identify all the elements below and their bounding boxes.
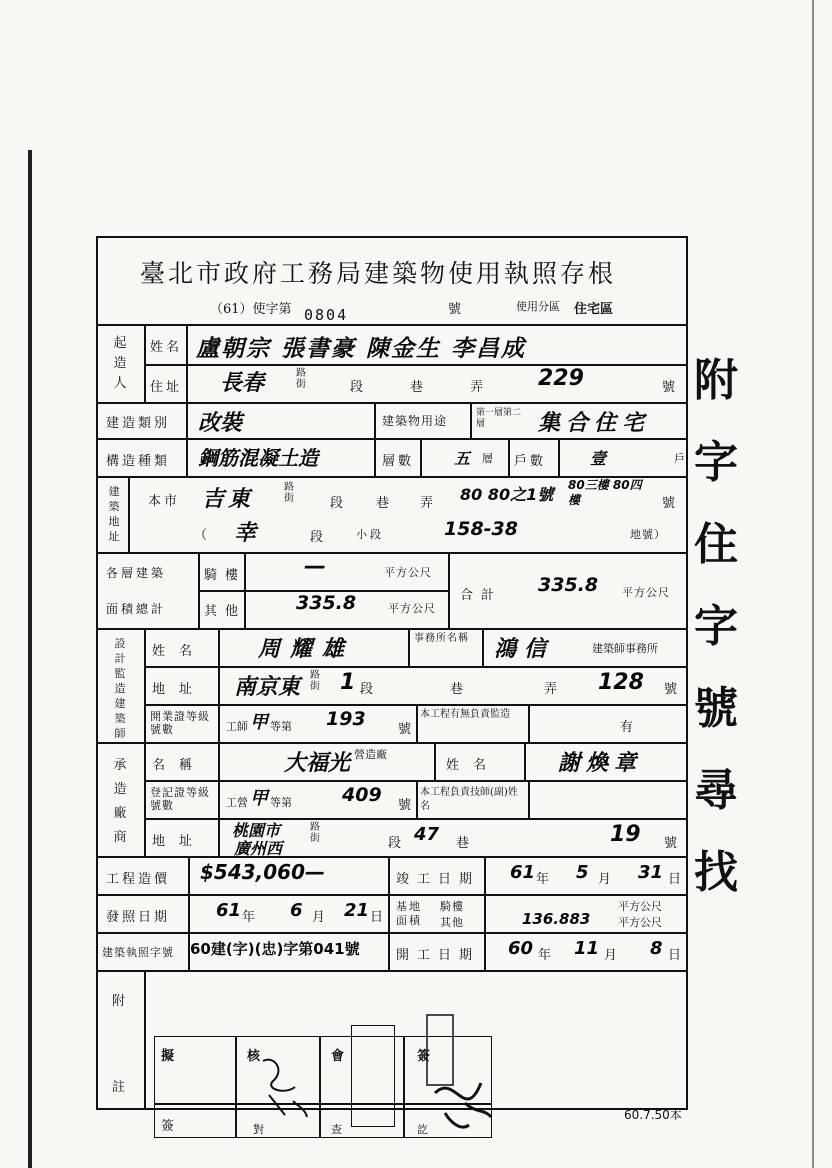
- approval-table: [154, 1036, 492, 1138]
- contractor-reg-grade: 甲: [250, 788, 268, 809]
- stamp-label: 核: [247, 1049, 264, 1064]
- rule: [98, 932, 686, 934]
- rule: [408, 628, 410, 666]
- contractor-tech-label: 本工程負責技師(副)姓名: [420, 787, 518, 812]
- contractor-section-label: 承造廠商: [113, 758, 127, 845]
- rule: [420, 438, 422, 476]
- designer-reg-grade: 甲: [250, 712, 268, 733]
- rule: [484, 856, 486, 970]
- contractor-person-label: 姓名: [446, 758, 501, 773]
- rule: [448, 552, 450, 628]
- road-suffix: 路街: [296, 368, 306, 390]
- scan-edge-left: [28, 150, 32, 1168]
- scan-edge-right: [812, 0, 814, 1168]
- completion-day-unit: 日: [668, 872, 685, 887]
- area-label-2: 面積總計: [106, 602, 167, 616]
- stamp-label: 訖: [417, 1123, 431, 1136]
- issue-label: 發照日期: [106, 910, 171, 925]
- site-nong: 弄: [420, 496, 437, 511]
- rule: [403, 1037, 405, 1137]
- rule: [374, 438, 376, 476]
- start-label: 開工日期: [396, 948, 481, 963]
- designer-address-number: 128: [598, 670, 644, 695]
- stamp-label: 會: [331, 1049, 348, 1064]
- designer-section-label: 設計監造建築師: [114, 637, 126, 740]
- rule: [235, 1037, 237, 1137]
- other-area-value: 335.8: [296, 592, 357, 614]
- applicant-section-label: 起造人: [113, 336, 127, 391]
- issue-year: 61: [216, 900, 242, 921]
- rule: [434, 742, 436, 780]
- applicant-address-road: 長春: [220, 371, 265, 396]
- rule: [98, 970, 686, 972]
- side-char: 尋: [694, 765, 738, 816]
- build-type-label: 建造類別: [106, 416, 171, 431]
- rule: [98, 742, 686, 744]
- floors-value: 五: [454, 449, 471, 468]
- base-arcade-unit: 平方公尺: [618, 900, 662, 913]
- completion-year: 61: [510, 862, 536, 883]
- contractor-reg-label: 登記證等級號數: [150, 786, 210, 812]
- use-value: 集合住宅: [538, 411, 651, 436]
- contractor-address-road: 廣州西: [234, 839, 283, 858]
- completion-label: 竣工日期: [396, 872, 481, 887]
- base-other-unit: 平方公尺: [618, 916, 662, 929]
- rule: [528, 704, 530, 742]
- designer-road-suffix: 路街: [310, 670, 320, 692]
- license-form: [96, 236, 688, 1110]
- designer-address-section: 1: [340, 670, 356, 695]
- designer-reg-hao: 號: [398, 722, 415, 737]
- site-number: 80 80之1號: [460, 485, 554, 504]
- contractor-reg-prefix: 工營: [226, 796, 248, 809]
- contractor-name-suffix: 營造廠: [354, 748, 387, 761]
- floors-unit: 層: [482, 452, 496, 465]
- stamp-label: 簽: [161, 1119, 178, 1134]
- license-number: 0804: [304, 306, 349, 324]
- hao-label: 號: [662, 380, 679, 395]
- designer-address-road: 南京東: [234, 675, 301, 700]
- rule: [524, 742, 526, 780]
- site-hao: 號: [662, 496, 679, 511]
- rule: [186, 402, 188, 476]
- contractor-person: 謝煥章: [558, 751, 643, 776]
- base-other-label: 其他: [440, 916, 464, 929]
- footer-code: 60.7.50本: [624, 1108, 682, 1122]
- rule: [482, 628, 484, 666]
- completion-year-unit: 年: [536, 872, 553, 887]
- side-handwriting: [694, 340, 738, 914]
- total-area-label: 合計: [460, 588, 503, 603]
- rule: [416, 780, 418, 818]
- side-char: 附: [694, 355, 738, 406]
- contractor-xiang: 巷: [456, 836, 473, 851]
- notes-label-top: 附: [112, 994, 129, 1009]
- site-lot: 158-38: [444, 518, 518, 540]
- rule: [98, 856, 686, 858]
- rule: [128, 476, 130, 552]
- area-label-1: 各層建築: [106, 566, 167, 580]
- rule: [218, 628, 220, 856]
- rule: [374, 402, 376, 438]
- rule: [388, 856, 390, 970]
- issue-month: 6: [290, 900, 303, 921]
- designer-xiang: 巷: [450, 682, 467, 697]
- site-lot-suffix: 地號）: [630, 528, 666, 541]
- contractor-address-number: 19: [610, 822, 641, 847]
- site-duan: 段: [330, 496, 347, 511]
- total-area-unit: 平方公尺: [622, 586, 670, 599]
- site-xiang: 巷: [376, 496, 393, 511]
- contractor-hao: 號: [664, 836, 681, 851]
- contractor-duan: 段: [388, 836, 405, 851]
- rule: [528, 780, 530, 818]
- designer-reg-mid: 等第: [270, 720, 292, 733]
- rule: [98, 552, 686, 554]
- contractor-name-label: 名稱: [152, 758, 207, 773]
- rule: [146, 666, 686, 668]
- contractor-name: 大福光: [284, 751, 351, 776]
- rule: [198, 552, 200, 628]
- rule: [98, 628, 686, 630]
- completion-day: 31: [638, 862, 664, 883]
- side-char: 住: [694, 519, 738, 570]
- designer-nong: 弄: [544, 682, 561, 697]
- site-lot-label: 小段: [356, 528, 384, 541]
- permit-value: 60建(字)(忠)字第041號: [190, 940, 360, 958]
- arcade-value: —: [304, 554, 326, 579]
- designer-name: 周耀雄: [258, 637, 355, 662]
- cost-label: 工程造價: [106, 872, 171, 887]
- rule: [319, 1037, 321, 1137]
- start-day: 8: [650, 938, 663, 959]
- rule: [470, 402, 472, 438]
- rule: [144, 970, 146, 1108]
- designer-reg-label: 開業證等級號數: [150, 710, 210, 736]
- completion-month: 5: [576, 862, 589, 883]
- duan-label: 段: [350, 380, 367, 395]
- contractor-address-city: 桃園市: [232, 821, 281, 840]
- floors-label: 層數: [382, 454, 415, 469]
- issue-day: 21: [344, 900, 370, 921]
- arcade-unit: 平方公尺: [384, 566, 432, 579]
- site-road: 吉東: [202, 487, 255, 512]
- structure-label: 構造種類: [106, 454, 171, 469]
- rule: [144, 324, 146, 402]
- site-label: 建築地址: [108, 485, 120, 543]
- supervision-value: 有: [620, 720, 637, 735]
- rule: [146, 818, 686, 820]
- rule: [416, 704, 418, 742]
- use-label: 建築物用途: [382, 414, 448, 428]
- side-char: 找: [694, 847, 738, 898]
- start-month: 11: [574, 938, 600, 959]
- start-day-unit: 日: [668, 948, 685, 963]
- completion-month-unit: 月: [598, 872, 615, 887]
- site-number-note: 80三樓 80四樓: [568, 478, 642, 507]
- applicant-address-number: 229: [538, 366, 584, 391]
- designer-name-label: 姓名: [152, 644, 207, 659]
- start-year-unit: 年: [538, 948, 555, 963]
- use-prefix: 第一層第二層: [476, 408, 522, 429]
- contractor-road-suffix: 路街: [310, 822, 320, 844]
- seal-stamp: [351, 1025, 395, 1127]
- structure-value: 鋼筋混凝土造: [198, 446, 318, 470]
- issue-day-unit: 日: [370, 910, 387, 925]
- applicant-name-label: 姓名: [150, 340, 183, 355]
- designer-duan: 段: [360, 682, 377, 697]
- other-area-label: 其他: [204, 604, 247, 619]
- start-month-unit: 月: [604, 948, 621, 963]
- nong-label: 弄: [470, 380, 487, 395]
- base-other-value: 136.883: [522, 910, 591, 928]
- rule: [98, 894, 686, 896]
- form-title: 臺北市政府工務局建築物使用執照存根: [140, 259, 617, 288]
- supervision-label: 本工程有無負責監造: [420, 709, 510, 720]
- units-unit: 戶: [674, 452, 688, 465]
- site-city: 本市: [148, 494, 181, 509]
- base-area-label: 基地面積: [396, 900, 422, 927]
- designer-hao: 號: [664, 682, 681, 697]
- xiang-label: 巷: [410, 380, 427, 395]
- office-value: 鴻信: [494, 637, 555, 662]
- rule: [508, 438, 510, 476]
- rule: [558, 438, 560, 476]
- units-value: 壹: [590, 449, 607, 468]
- designer-reg-number: 193: [326, 708, 366, 730]
- zone-label: 使用分區: [516, 300, 560, 313]
- license-prefix: （61）使字第: [210, 302, 292, 317]
- site-district: 幸: [234, 521, 257, 546]
- stamp-label: 查: [331, 1123, 345, 1136]
- designer-reg-prefix: 工師: [226, 720, 248, 733]
- base-arcade-label: 騎樓: [440, 900, 464, 913]
- rule: [144, 628, 146, 856]
- contractor-reg-mid: 等第: [270, 796, 292, 809]
- permit-label: 建築執照字號: [102, 946, 174, 959]
- cost-value: $543,060—: [200, 860, 326, 884]
- stamp-label: 簽: [417, 1049, 434, 1064]
- office-label: 事務所名稱: [414, 633, 469, 644]
- contractor-reg-number: 409: [342, 784, 382, 806]
- signature-mark: [425, 1013, 495, 1137]
- applicant-address-label: 住址: [150, 380, 183, 395]
- site-district-open: （: [194, 528, 211, 543]
- stamp-label: 對: [253, 1123, 267, 1136]
- side-char: 字: [694, 437, 738, 488]
- office-suffix: 建築師事務所: [592, 642, 658, 655]
- site-road-suffix: 路街: [284, 482, 294, 504]
- issue-month-unit: 月: [312, 910, 329, 925]
- contractor-address-label: 地址: [152, 834, 207, 849]
- contractor-reg-hao: 號: [398, 798, 415, 813]
- license-suffix: 號: [448, 302, 462, 317]
- contractor-address-lane: 47: [414, 824, 440, 845]
- issue-year-unit: 年: [242, 910, 259, 925]
- other-area-unit: 平方公尺: [388, 602, 436, 615]
- side-char: 號: [694, 683, 738, 734]
- rule: [186, 324, 188, 402]
- build-type-value: 改裝: [198, 411, 243, 436]
- applicant-names: 盧朝宗 張書豪 陳金生 李昌成: [196, 336, 527, 362]
- zone-value: 住宅區: [574, 302, 614, 317]
- total-area-value: 335.8: [538, 574, 599, 596]
- units-label: 戶數: [514, 454, 547, 469]
- side-char: 字: [694, 601, 738, 652]
- designer-address-label: 地址: [152, 682, 207, 697]
- notes-label-bottom: 註: [112, 1080, 129, 1095]
- arcade-label: 騎樓: [204, 568, 247, 583]
- signature-mark: [255, 1051, 315, 1121]
- stamp-label: 擬: [161, 1049, 178, 1064]
- start-year: 60: [508, 938, 534, 959]
- site-section-label: 段: [310, 530, 327, 545]
